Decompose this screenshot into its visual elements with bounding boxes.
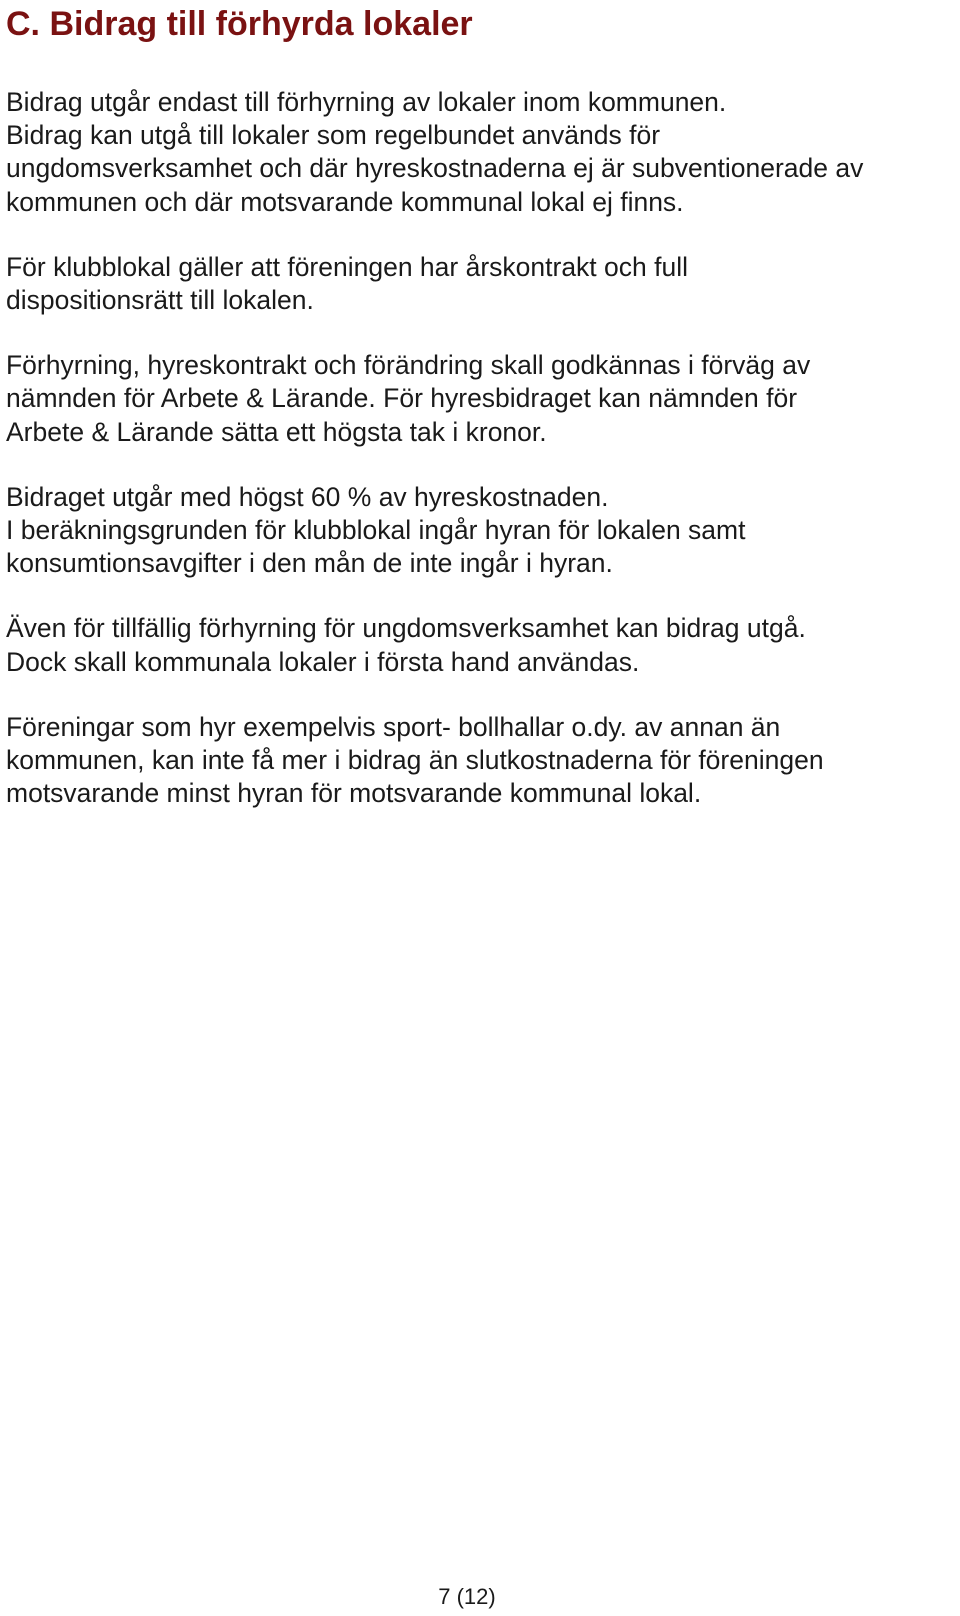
text-line: Föreningar som hyr exempelvis sport- bollhallar o.dy. av annan än bbox=[6, 711, 781, 742]
text-line: kommunen, kan inte få mer i bidrag än slutkostnaderna för föreningen bbox=[6, 745, 824, 776]
text-line: Bidrag kan utgå till lokaler som regelbundet används för bbox=[6, 120, 661, 151]
paragraph-rental-scope bbox=[6, 86, 956, 219]
text-line: Dock skall kommunala lokaler i första hand användas. bbox=[6, 646, 640, 677]
text-line: Bidrag utgår endast till förhyrning av lokaler inom kommunen. bbox=[6, 87, 727, 117]
paragraph-club-premises bbox=[6, 251, 956, 317]
paragraph-external-halls bbox=[6, 711, 956, 811]
text-line: konsumtionsavgifter i den mån de inte ingår i hyran. bbox=[6, 548, 613, 579]
text-line: Arbete & Lärande sätta ett högsta tak i kronor. bbox=[6, 416, 547, 447]
paragraph-grant-level bbox=[6, 481, 956, 581]
text-line: dispositionsrätt till lokalen. bbox=[6, 285, 314, 316]
section-heading: C. Bidrag till förhyrda lokaler bbox=[6, 5, 473, 43]
text-line: Bidraget utgår med högst 60 % av hyreskostnaden. bbox=[6, 481, 609, 512]
text-line: Även för tillfällig förhyrning för ungdomsverksamhet kan bidrag utgå. bbox=[6, 613, 806, 644]
body-text bbox=[6, 86, 956, 842]
text-line: För klubblokal gäller att föreningen har årskontrakt och full bbox=[6, 251, 688, 282]
paragraph-approval bbox=[6, 349, 956, 449]
text-line: motsvarande minst hyran för motsvarande kommunal lokal. bbox=[6, 778, 702, 809]
page-number: 7 (12) bbox=[438, 1584, 496, 1609]
text-line: Förhyrning, hyreskontrakt och förändring skall godkännas i förväg av bbox=[6, 350, 811, 381]
text-line: nämnden för Arbete & Lärande. För hyresbidraget kan nämnden för bbox=[6, 383, 798, 414]
text-line: ungdomsverksamhet och där hyreskostnaderna ej är subventionerade av bbox=[6, 153, 864, 184]
text-line: I beräkningsgrunden för klubblokal ingår hyran för lokalen samt bbox=[6, 515, 746, 546]
paragraph-temporary-rental bbox=[6, 612, 956, 678]
text-line: kommunen och där motsvarande kommunal lokal ej finns. bbox=[6, 186, 684, 217]
